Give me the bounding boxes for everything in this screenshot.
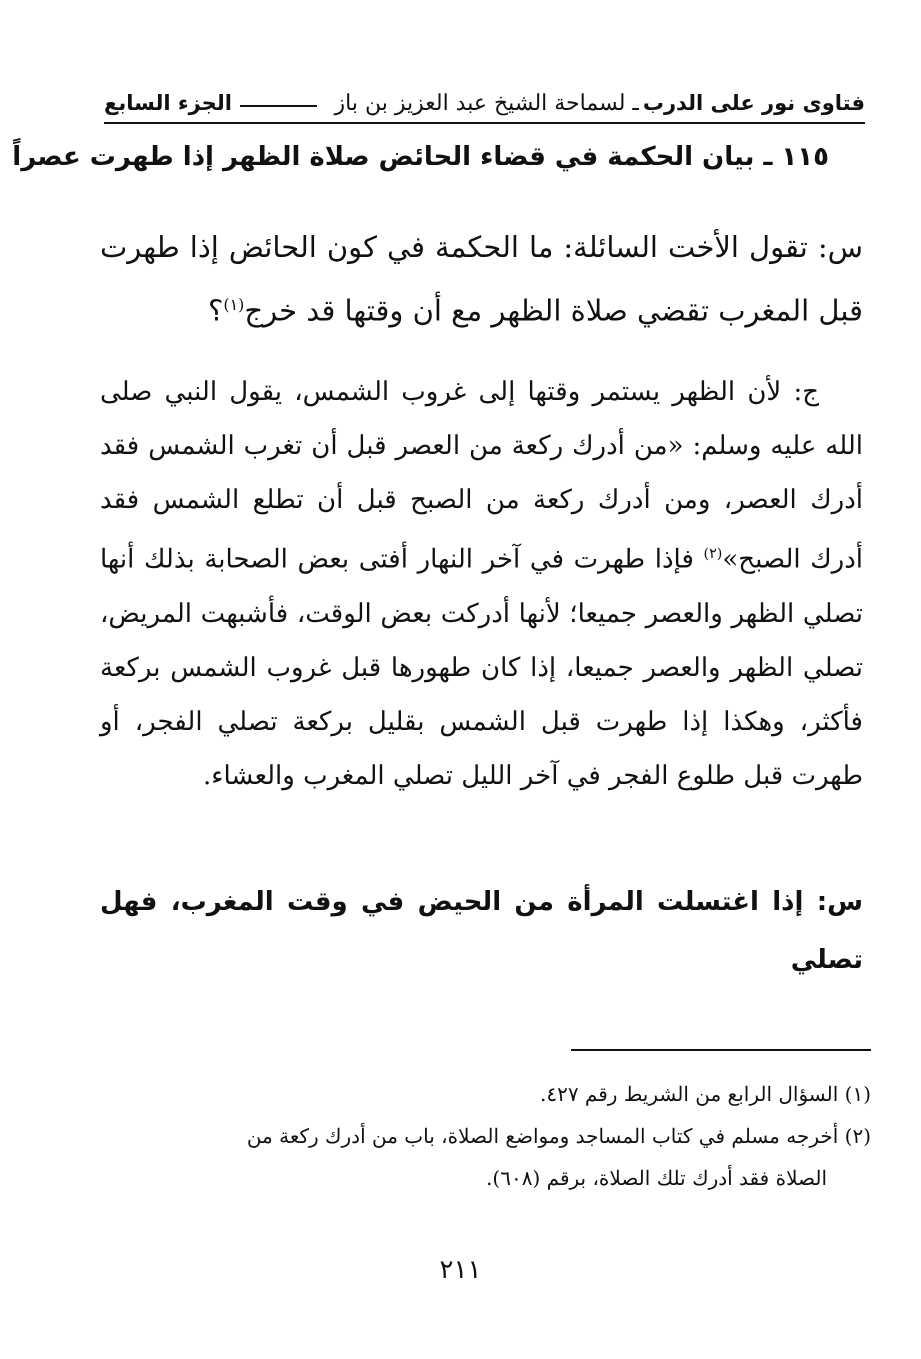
footnote-2-continuation: الصلاة فقد أدرك تلك الصلاة، برقم (٦٠٨). xyxy=(486,1166,827,1190)
running-header xyxy=(104,86,865,120)
volume-label: الجزء السابع xyxy=(104,91,232,115)
answer-text-2: فإذا طهرت في آخر النهار أفتى بعض الصحابة بذلك أنها تصلي الظهر والعصر جميعا؛ لأنها أدركت بعض الوقت، فأشبهت المريض، تصلي الظهر والعصر جميعا، إذا كان طهورها قبل غروب الشمس بركعة فأكثر، وهكذا إذا طهرت قبل الشمس بقليل بركعة تصلي الفجر، أو طهرت قبل طلوع الفجر في آخر الليل تصلي المغرب والعشاء. xyxy=(100,544,863,791)
header-rule xyxy=(104,122,865,124)
answer-text-1: ج: لأن الظهر يستمر وقتها إلى غروب الشمس، يقول النبي صلى الله عليه وسلم: «من أدرك ركعة من العصر قبل أن تغرب الشمس فقد أدرك العصر، ومن أدرك ركعة من الصبح قبل أن تطلع الشمس فقد أدرك الصبح» xyxy=(100,377,864,575)
footnote-1: (١) السؤال الرابع من الشريط رقم ٤٢٧. xyxy=(539,1082,871,1106)
footnotes xyxy=(100,1075,871,1201)
footnote-ref-1: (١) xyxy=(223,295,245,314)
question-paragraph xyxy=(100,218,863,340)
question-mark: ؟ xyxy=(207,293,224,328)
answer-paragraph xyxy=(100,365,863,803)
question-text: س: تقول الأخت السائلة: ما الحكمة في كون الحائض إذا طهرت قبل المغرب تقضي صلاة الظهر مع أن وقتها قد خرج xyxy=(100,230,863,328)
footnote-2: (٢) أخرجه مسلم في كتاب المساجد ومواضع الصلاة، باب من أدرك ركعة من xyxy=(246,1124,871,1148)
question-paragraph-2 xyxy=(100,873,863,989)
footnote-ref-2: (٢) xyxy=(703,546,723,562)
series-title: فتاوى نور على الدرب xyxy=(642,91,865,115)
section-title: ١١٥ ـ بيان الحكمة في قضاء الحائض صلاة الظهر إذا طهرت عصراً xyxy=(12,142,829,172)
header-separator xyxy=(240,105,317,107)
question-2-text: س: إذا اغتسلت المرأة من الحيض في وقت المغرب، فهل تصلي xyxy=(100,887,863,975)
footnote-separator xyxy=(571,1049,871,1051)
author-name: ـ لسماحة الشيخ عبد العزيز بن باز xyxy=(334,90,639,116)
page-number: ٢١١ xyxy=(439,1255,482,1285)
